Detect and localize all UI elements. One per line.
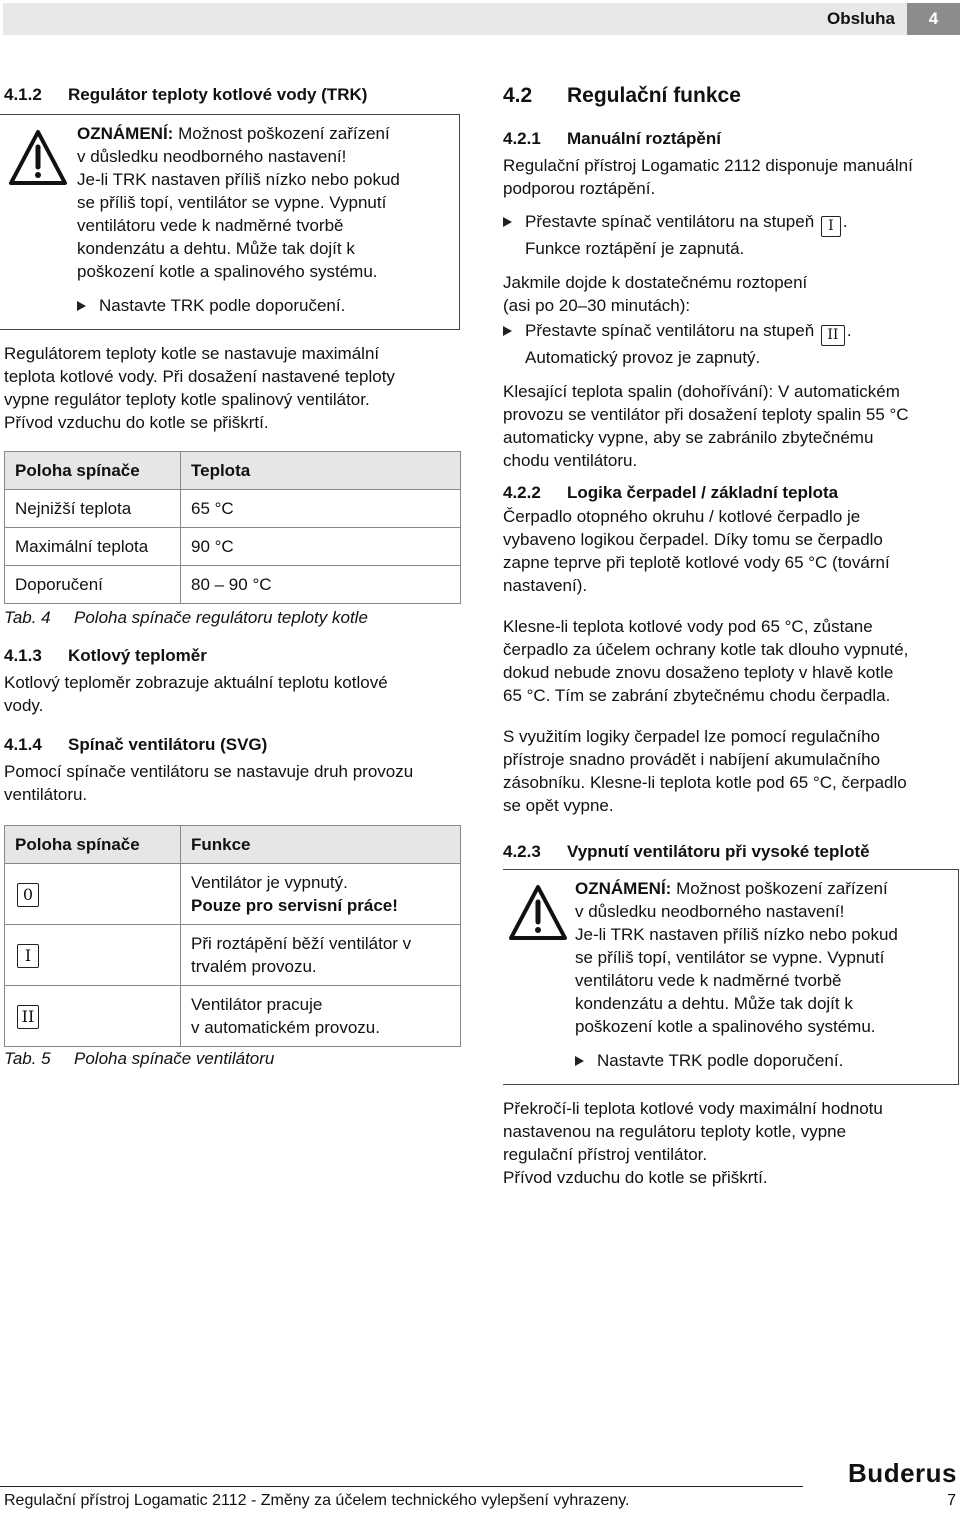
heading-4-2-3: 4.2.3 Vypnutí ventilátoru při vysoké teplotě — [503, 842, 870, 861]
table-row: Nejnižší teplota 65 °C — [5, 490, 461, 528]
notice-box — [503, 869, 959, 1085]
heading-4-2: 4.2 Regulační funkce — [503, 84, 741, 107]
buderus-logo: Buderus — [848, 1458, 957, 1488]
header-chapter-number: 4 — [907, 3, 960, 35]
notice-action: Nastavte TRK podle doporučení. — [575, 1049, 955, 1072]
notice-box — [0, 114, 460, 330]
switch-position-1-icon: I — [17, 944, 39, 968]
table-row: I Při roztápění běží ventilátor v trvalém provozu. — [5, 925, 461, 986]
heading-4-1-3: 4.1.3 Kotlový teploměr — [4, 646, 207, 665]
table-header-row: Poloha spínače Teplota — [5, 452, 461, 490]
heading-4-1-4: 4.1.4 Spínač ventilátoru (SVG) — [4, 735, 268, 754]
warning-icon — [8, 129, 68, 187]
paragraph-fan-switch: Pomocí spínače ventilátoru se nastavuje druh provozu ventilátoru. — [4, 762, 414, 804]
notice-label: OZNÁMENÍ: — [77, 124, 174, 143]
footer-text: Regulační přístroj Logamatic 2112 - Změny za účelem technického vylepšení vyhrazeny. — [4, 1492, 630, 1509]
paragraph-thermometer: Kotlový teploměr zobrazuje aktuální teplotu kotlové vody. — [4, 673, 388, 715]
notice-text: OZNÁMENÍ: Možnost poškození zařízení v důsledku neodborného nastavení! Je-li TRK nastaven příliš nízko nebo pokud se příliš topí, ventilátor se vypne. Vypnutí ventilátoru vede k nadměrné tvorbě kondenzátu a dehtu. Může tak dojít k poškození kotle a spalinového systému. Nastavte TRK podle doporučení. — [575, 877, 955, 1072]
header-bar — [3, 3, 907, 35]
switch-position-1-icon: I — [821, 216, 841, 237]
instruction-step: Přestavte spínač ventilátoru na stupeň II . — [503, 319, 958, 346]
heading-4-2-2: 4.2.2 Logika čerpadel / základní teplota — [503, 483, 839, 502]
switch-position-2-icon: II — [821, 325, 845, 346]
switch-position-2-icon: II — [17, 1005, 39, 1029]
table-row: Doporučení 80 – 90 °C — [5, 566, 461, 604]
table-5 — [4, 825, 461, 1047]
notice-label: OZNÁMENÍ: — [575, 879, 672, 898]
page-number: 7 — [947, 1492, 956, 1509]
heading-4-1-2: 4.1.2 Regulátor teploty kotlové vody (TRK) — [4, 85, 368, 104]
notice-action: Nastavte TRK podle doporučení. — [77, 294, 457, 317]
heading-4-2-1: 4.2.1 Manuální roztápění — [503, 129, 721, 148]
table-4 — [4, 451, 461, 604]
table-header-row: Poloha spínače Funkce — [5, 826, 461, 864]
table-5-caption: Tab. 5 Poloha spínače ventilátoru — [4, 1049, 275, 1068]
section-4-2-1-body: Regulační přístroj Logamatic 2112 disponuje manuální podporou roztápění. Přestavte spínač ventilátoru na stupeň I . Funkce roztápění je zapnutá. Jakmile dojde k dostatečnému roztopení (asi po 20–30 minutách): Přestavte spínač ventilátoru na stupeň II . Automatický provoz je zapnutý. Klesající teplota spalin (dohořívání): V automatickém provozu se ventilátor při dosažení teploty spalin 55 °C automaticky vypne, aby se zabránilo zbytečnému chodu ventilátoru. — [503, 154, 958, 472]
section-4-2-3-body: Překročí-li teplota kotlové vody maximální hodnotu nastavenou na regulátoru teploty kotle, vypne regulační přístroj ventilátor. Přívod vzduchu do kotle se přiškrtí. — [503, 1099, 883, 1187]
table-4-caption: Tab. 4 Poloha spínače regulátoru teploty kotle — [4, 608, 368, 627]
table-row: Maximální teplota 90 °C — [5, 528, 461, 566]
header-section-title: Obsluha — [826, 9, 895, 28]
switch-position-0-icon: 0 — [17, 883, 39, 907]
instruction-step: Přestavte spínač ventilátoru na stupeň I . — [503, 210, 958, 237]
table-row: II Ventilátor pracuje v automatickém provozu. — [5, 986, 461, 1047]
table-row: 0 Ventilátor je vypnutý. Pouze pro servisní práce! — [5, 864, 461, 925]
paragraph-trk: Regulátorem teploty kotle se nastavuje maximální teplota kotlové vody. Při dosažení nastavené teploty vypne regulátor teploty kotle spalinový ventilátor. Přívod vzduchu do kotle se přiškrtí. — [4, 344, 395, 432]
warning-icon — [508, 884, 568, 942]
notice-text: OZNÁMENÍ: Možnost poškození zařízení v důsledku neodborného nastavení! Je-li TRK nastaven příliš nízko nebo pokud se příliš topí, ventilátor se vypne. Vypnutí ventilátoru vede k nadměrné tvorbě kondenzátu a dehtu. Může tak dojít k poškození kotle a spalinového systému. Nastavte TRK podle doporučení. — [77, 122, 457, 317]
section-4-2-2-body: Čerpadlo otopného okruhu / kotlové čerpadlo je vybaveno logikou čerpadel. Díky tomu se čerpadlo zapne teprve při teplotě kotlové vody 65 °C (tovární nastavení). Klesne-li teplota kotlové vody pod 65 °C, zůstane čerpadlo za účelem ochrany kotle tak dlouho vypnuté, dokud nebude znovu dosaženo teploty v hlavě kotle 65 °C. Tím se zabrání zbytečnému chodu čerpadla. S využitím logiky čerpadel lze pomocí regulačního přístroje snadno provádět i nabíjení akumulačního zásobníku. Klesne-li teplota kotle pod 65 °C, čerpadlo se opět vypne. — [503, 507, 909, 815]
footer-divider — [0, 1486, 803, 1487]
